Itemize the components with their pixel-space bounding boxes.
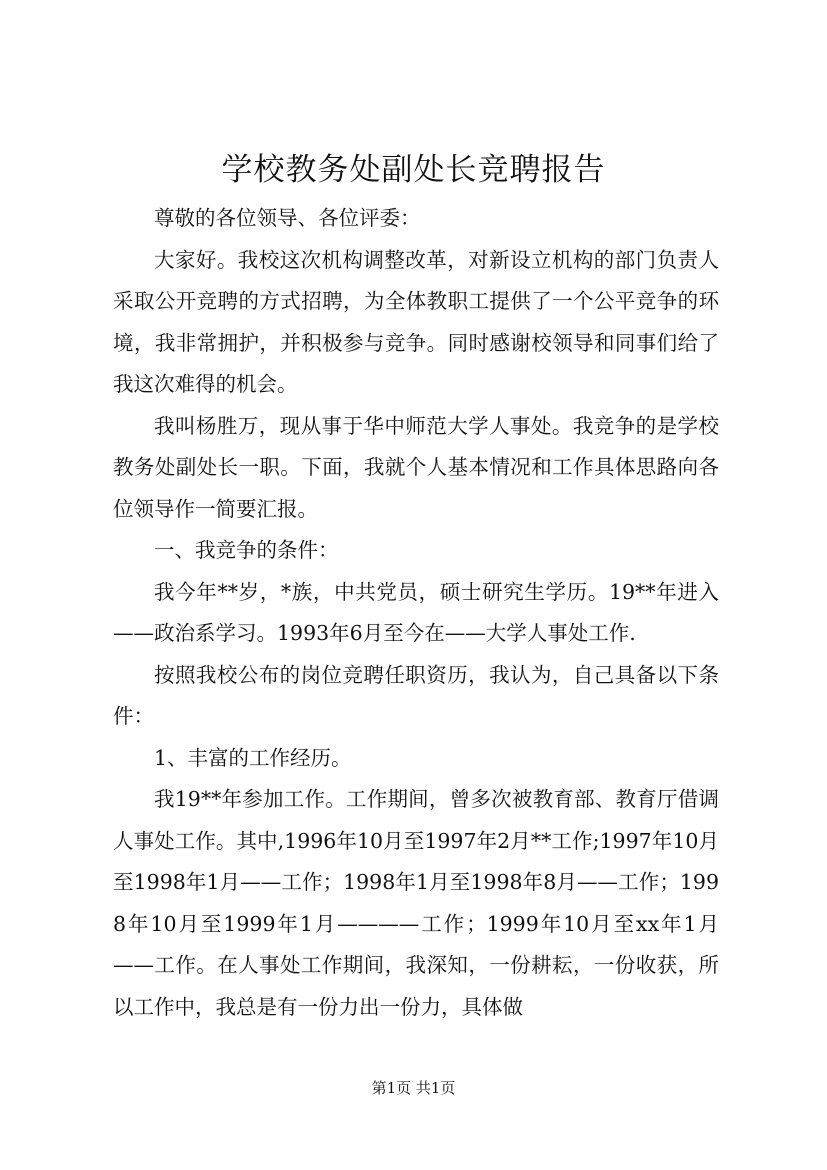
body-paragraph: 大家好。我校这次机构调整改革，对新设立机构的部门负责人采取公开竞聘的方式招聘，为全体教职工提供了一个公平竞争的环境，我非常拥护，并积极参与竞争。同时感谢校领导和同事们给了我这次难得的机会。 bbox=[113, 247, 719, 396]
body-paragraph: 按照我校公布的岗位竞聘任职资历，我认为，自己具备以下条件： bbox=[113, 662, 719, 728]
body-paragraph: 我19**年参加工作。工作期间，曾多次被教育部、教育厅借调人事处工作。其中,1996年10月至1997年2月**工作;1997年10月至1998年1月——工作；1998年1月至1998年8月——工作；1998年10月至1999年1月————工作；1999年10月至xx年1月——工作。在人事处工作期间，我深知，一份耕耘，一份收获，所以工作中，我总是有一份力出一份力，具体做 bbox=[113, 787, 719, 1019]
body-paragraph: 我叫杨胜万，现从事于华中师范大学人事处。我竞争的是学校教务处副处长一职。下面，我就个人基本情况和工作具体思路向各位领导作一简要汇报。 bbox=[113, 413, 719, 521]
salutation-paragraph: 尊敬的各位领导、各位评委： bbox=[154, 206, 421, 230]
subsection-heading: 1、丰富的工作经历。 bbox=[154, 745, 352, 770]
body-paragraph: 我今年**岁，*族，中共党员，硕士研究生学历。19**年进入——政治系学习。1993年6月至今在——大学人事处工作. bbox=[113, 579, 719, 645]
document-body bbox=[113, 198, 719, 1028]
document-title: 学校教务处副处长竞聘报告 bbox=[221, 152, 606, 188]
section-heading: 一、我竞争的条件： bbox=[154, 538, 339, 562]
page-footer: 第1页 共1页 bbox=[371, 1079, 456, 1097]
